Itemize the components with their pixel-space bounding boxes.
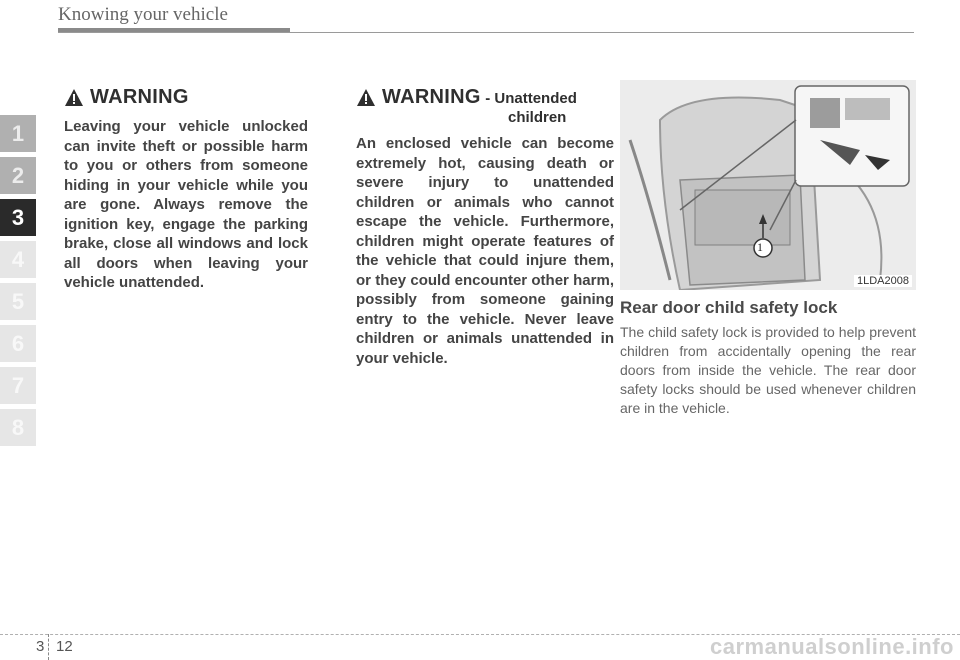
chapter-tab-8[interactable]: 8 xyxy=(0,409,36,446)
door-illustration xyxy=(620,80,916,290)
chapter-tab-6[interactable]: 6 xyxy=(0,325,36,362)
section-title: Rear door child safety lock xyxy=(620,298,838,317)
page-number: 12 xyxy=(56,638,73,655)
warning-title: WARNING xyxy=(382,86,481,108)
chapter-tab-1[interactable]: 1 xyxy=(0,115,36,152)
warning-header xyxy=(64,86,308,109)
warning-block-children xyxy=(356,86,614,368)
chapter-tab-4[interactable]: 4 xyxy=(0,241,36,278)
warning-subtitle-line2: children xyxy=(508,109,567,126)
warning-text: An enclosed vehicle can become extremely hot, causing death or severe injury to unattended children or animals who cannot escape the vehicle. Furthermore, children might operate features of the vehicle that could injure them, or they could encounter other harm, possibly from someone gaining entry to the vehicle. Never leave children or animals unattended in your vehicle. xyxy=(356,135,614,367)
warning-heading-group xyxy=(382,86,577,126)
section-body: The child safety lock is provided to help prevent children from accidentally opening the rear doors from inside the vehicle. The rear door safety locks should be used whenever children are in the vehicle. xyxy=(620,324,916,416)
warning-triangle-icon xyxy=(64,88,84,108)
header-divider xyxy=(58,32,914,33)
figure-callout-number: 1 xyxy=(757,240,763,254)
chapter-tab-5[interactable]: 5 xyxy=(0,283,36,320)
child-lock-figure xyxy=(620,80,916,290)
warning-text: Leaving your vehicle unlocked can invite theft or possible harm to you or others from someone hiding in your vehicle while you are gone. Always remove the ignition key, engage the parking brake, close all windows and lock all doors when leaving your vehicle unattended. xyxy=(64,118,308,291)
page-number-chapter: 3 xyxy=(36,638,45,655)
warning-header xyxy=(356,86,614,126)
watermark: carmanualsonline.info xyxy=(710,634,954,659)
warning-block-theft xyxy=(64,86,308,293)
page-number-separator xyxy=(48,634,49,660)
chapter-tab-7[interactable]: 7 xyxy=(0,367,36,404)
chapter-tab-2[interactable]: 2 xyxy=(0,157,36,194)
warning-subtitle-line1: - Unattended xyxy=(485,90,577,107)
warning-title: WARNING xyxy=(90,86,189,108)
chapter-tab-3[interactable]: 3 xyxy=(0,199,36,236)
warning-triangle-icon xyxy=(356,88,376,108)
figure-code: 1LDA2008 xyxy=(854,275,912,287)
header-title: Knowing your vehicle xyxy=(58,4,228,25)
chapter-tabs xyxy=(0,115,36,451)
